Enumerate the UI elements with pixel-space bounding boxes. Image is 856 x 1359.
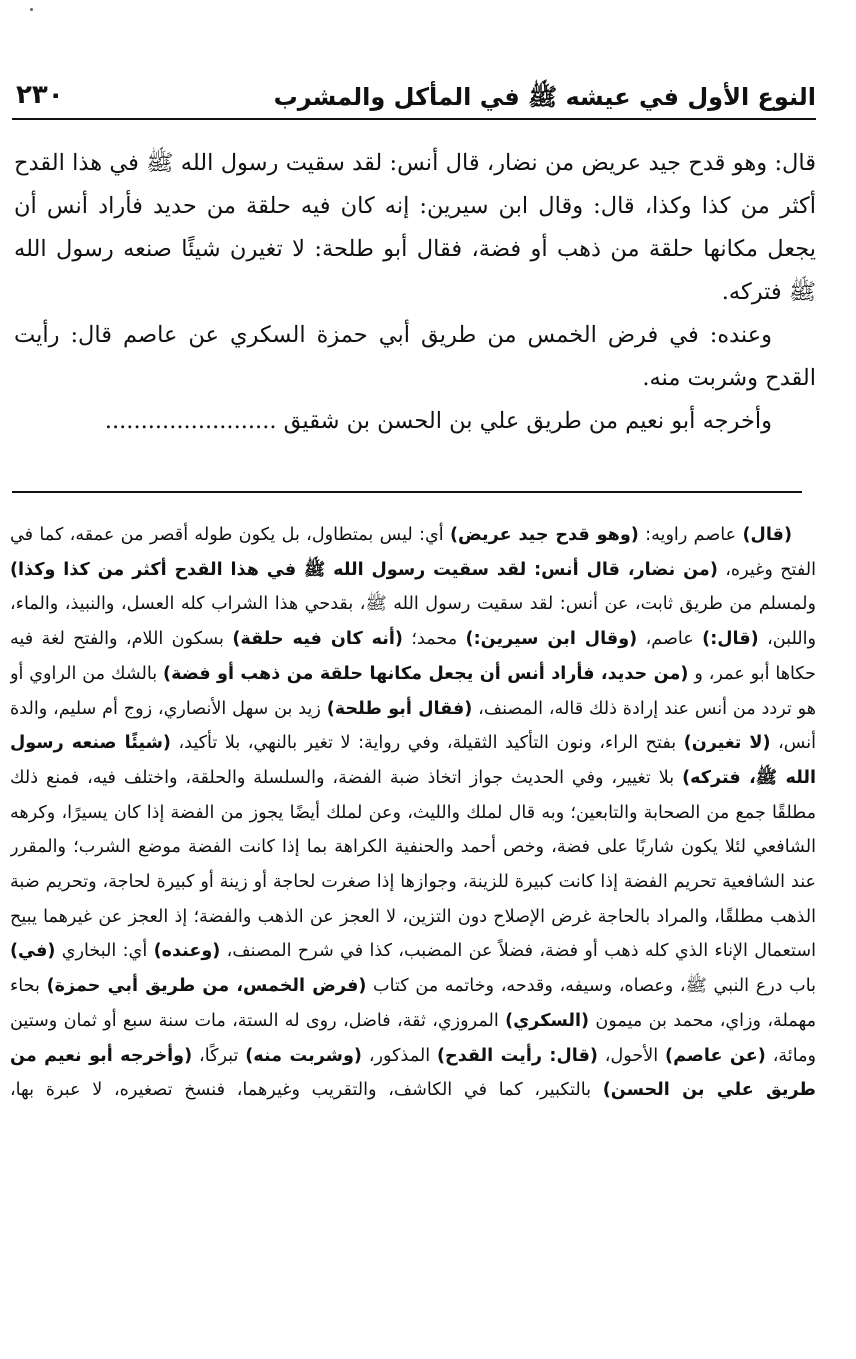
quoted-phrase: (وعنده) <box>153 941 221 962</box>
commentary-run: بفتح الراء، ونون التأكيد الثقيلة، وفي رواية: لا تغير بالنهي، بلا تأكيد، <box>170 733 684 754</box>
main-paragraph: وعنده: في فرض الخمس من طريق أبي حمزة السكري عن عاصم قال: رأيت القدح وشربت منه. <box>14 322 816 391</box>
quoted-phrase: (وشربت منه) <box>245 1045 362 1066</box>
scan-speck <box>30 8 33 11</box>
commentary-run: المروزي، ثقة، فاضل، روى له الستة، مات سنة سبع أو ثمان وستين ومائة، <box>10 1010 816 1066</box>
running-title: النوع الأول في عيشه ﷺ في المأكل والمشرب <box>273 83 816 111</box>
page-header <box>12 78 816 120</box>
commentary-run: ولمسلم من طريق ثابت، عن أنس: لقد سقيت رسول الله ﷺ، بقدحي هذا الشراب كله العسل، والنبيذ، والماء، واللبن، <box>10 594 816 650</box>
quoted-phrase: (وأخرجه أبو نعيم من طريق علي بن الحسن) <box>10 1045 816 1101</box>
main-paragraph: قال: وهو قدح جيد عريض من نضار، قال أنس: لقد سقيت رسول الله ﷺ في هذا القدح أكثر من كذا وكذا، قال: وقال ابن سيرين: إنه كان فيه حلقة من حديد فأراد أنس أن يجعل مكانها حلقة من ذهب أو فضة، فقال أبو طلحة: لا تغيرن شيئًا صنعه رسول الله ﷺ فتركه. <box>14 150 816 305</box>
quoted-phrase: (عن عاصم) <box>665 1045 766 1066</box>
quoted-phrase: (السكري) <box>505 1010 590 1031</box>
commentary-run: المذكور، <box>361 1045 438 1066</box>
quoted-phrase: (لا تغيرن) <box>683 733 771 754</box>
commentary-run: عاصم راويه: <box>638 525 743 545</box>
quoted-phrase: (أنه كان فيه حلقة) <box>232 629 403 650</box>
quoted-phrase: (وهو قدح جيد عريض) <box>450 525 639 545</box>
commentary-run: محمد؛ <box>402 629 466 650</box>
quoted-phrase: (من حديد، فأراد أنس أن يجعل مكانها حلقة من ذهب أو فضة) <box>163 663 689 684</box>
main-paragraph-continued: وأخرجه أبو نعيم من طريق علي بن الحسن بن شقيق ........................ <box>104 408 772 434</box>
quoted-phrase: (شيئًا صنعه رسول الله ﷺ، فتركه) <box>10 733 816 788</box>
commentary-run: باب درع النبي ﷺ، وعصاه، وسيفه، وقدحه، وخاتمه من كتاب <box>366 976 816 997</box>
commentary-run: بالشك من الراوي أو هو تردد من أنس عند إرادة ذلك قاله، المصنف، <box>10 663 816 719</box>
commentary-run: بلا تغيير، وفي الحديث جواز اتخاذ ضبة الفضة، والسلسلة والحلقة، واختلف فيه، فمنع ذلك مطلقًا جمع من الصحابة والتابعين؛ وبه قال لملك والليث، وعن لملك أيضًا يجوز من الفضة إذا كان يسيرًا، وكرهه الشافعي لئلا يكون شاربًا على فضة، وخص أحمد والحنفية الكراهة بما إذا كانت الفضة موضع الشرب؛ والمقرر عند الشافعية تحريم الفضة إذا كانت كبيرة للزينة، وجوازها إذا صغرت لحاجة أو زينة أو كبيرة لحاجة، وتحريم ضبة الذهب مطلقًا، والمراد بالحاجة غرض الإصلاح دون التزين، لا العجز عن الذهب والفضة؛ إذ العجز عن غيرهما يبيح استعمال الإناء الذي كله ذهب أو فضة، فضلاً عن المضبب، كذا في شرح المصنف، <box>10 767 816 962</box>
quoted-phrase: (قال: رأيت القدح) <box>437 1045 598 1066</box>
commentary-run: زيد بن سهل الأنصاري، زوج أم سليم، والدة أنس، <box>10 698 816 754</box>
quoted-phrase: (فقال أبو طلحة) <box>326 698 473 719</box>
quoted-phrase: (قال:) <box>702 629 759 650</box>
quoted-phrase: (من نضار، قال أنس: لقد سقيت رسول الله ﷺ في هذا القدح أكثر من كذا وكذا) <box>10 559 718 580</box>
commentary-run: تبركًا، <box>192 1045 246 1066</box>
main-text <box>14 142 816 443</box>
quoted-phrase: (وقال ابن سيرين:) <box>465 629 638 650</box>
quoted-phrase: (في) <box>10 941 56 962</box>
commentary-run: بحاء مهملة، وزاي، محمد بن ميمون <box>10 976 816 1031</box>
footnote-divider <box>12 491 802 493</box>
commentary-run: أي: البخاري <box>55 941 154 962</box>
commentary-run: بسكون اللام، والفتح لغة فيه حكاها أبو عمر، و <box>10 629 816 684</box>
quoted-phrase: (فرض الخمس، من طريق أبي حمزة) <box>46 976 367 997</box>
commentary-run: بالتكبير، كما في الكاشف، والتقريب وغيرهما، فنسخ تصغيره، لا عبرة بها، <box>10 1080 603 1101</box>
commentary-paragraph <box>10 518 816 1108</box>
commentary-run: عاصم، <box>637 629 703 650</box>
page-number: ٢٣٠ <box>16 80 64 110</box>
commentary-run: الأحول، <box>597 1045 666 1066</box>
commentary-run: أي: ليس بمتطاول، بل يكون طوله أقصر من عمقه، كما في الفتح وغيره، <box>10 525 816 580</box>
quoted-phrase: (قال) <box>742 525 792 545</box>
commentary-text <box>10 518 816 1352</box>
